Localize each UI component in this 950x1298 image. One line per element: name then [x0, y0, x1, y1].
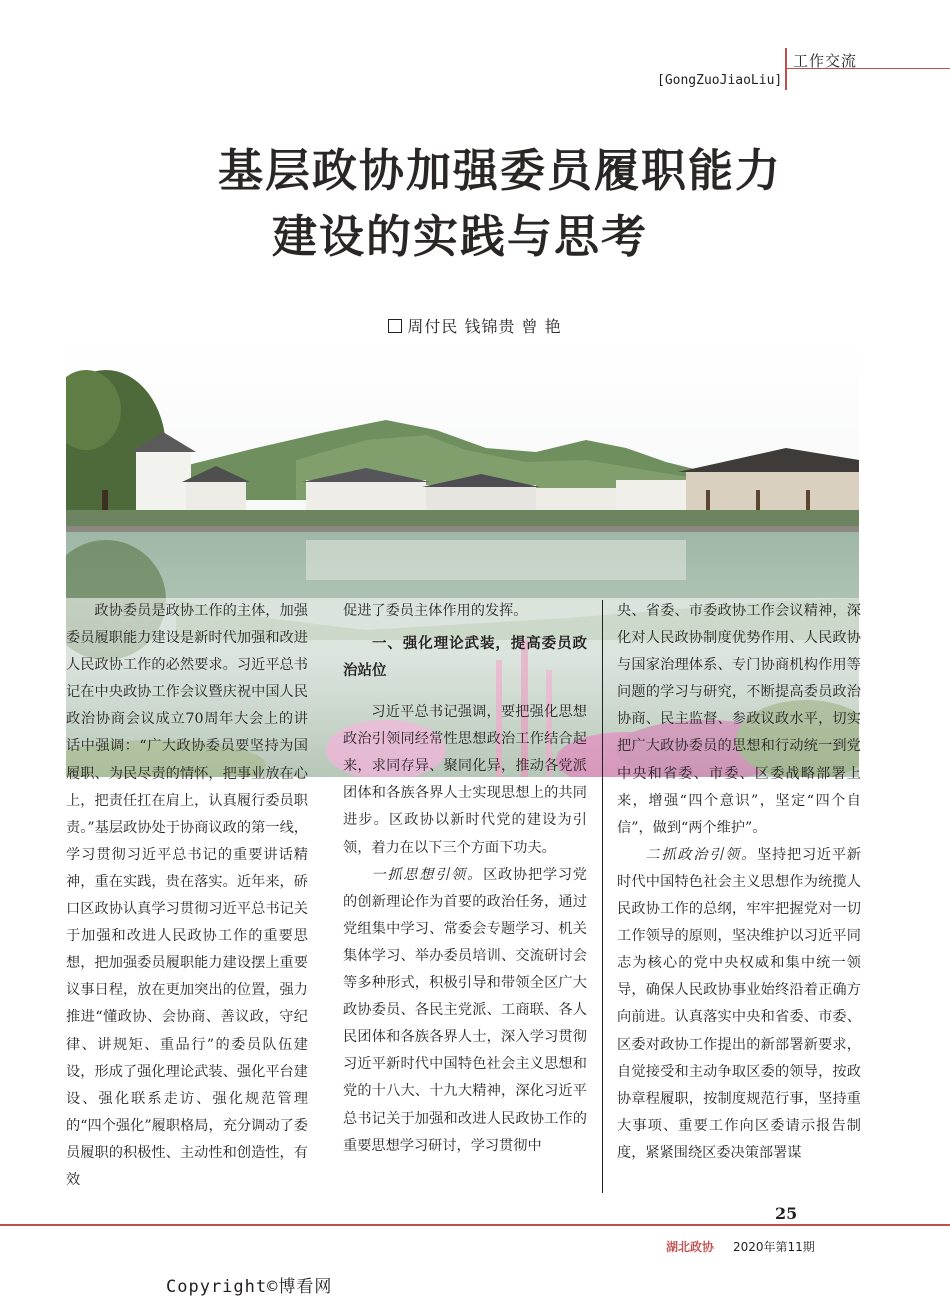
copyright-notice: Copyright©博看网 [166, 1277, 333, 1297]
page-number: 25 [775, 1204, 798, 1223]
publication-name: 湖北政协 [666, 1240, 715, 1254]
footer-rule [0, 1224, 950, 1226]
paragraph: 促进了委员主体作用的发挥。 [343, 603, 528, 619]
paragraph-lead: 一抓思想引领。 [371, 866, 484, 883]
column-divider [602, 600, 603, 1193]
text-column-2 [343, 598, 587, 1160]
article-title-line2: 建设的实践与思考 [271, 210, 648, 263]
section-pinyin: [GongZuoJiaoLiu] [657, 73, 783, 88]
text-column-3 [617, 598, 861, 1167]
paragraph: 习近平总书记强调，要把强化思想政治引领同经常性思想政治工作结合起来，求同存异、聚同化异，推动各党派团体和各族各界人士实现思想上的共同进步。区政协以新时代党的建设为引领，着力在以下三个方面下功夫。 [343, 704, 587, 856]
paragraph: 二抓政治引领。坚持把习近平新时代中国特色社会主义思想作为统揽人民政协工作的总纲，牢牢把握党对一切工作领导的原则，坚决维护以习近平同志为核心的党中央权威和集中统一领导，确保人民政协事业始终沿着正确方向前进。认真落实中央和省委、市委、区委对政协工作提出的新部署新要求，自觉接受和主动争取区委的领导，按政协章程履职，按制度规范行事，坚持重大事项、重要工作向区委请示报告制度，紧紧围绕区委决策部署谋 [617, 846, 861, 1161]
article-authors: 周付民 钱锦贵 曾 艳 [0, 314, 950, 337]
issue-label: 2020年第11期 [733, 1240, 815, 1254]
author-marker-icon [388, 319, 402, 333]
text-column-1 [66, 598, 308, 1194]
paragraph: 一抓思想引领。区政协把学习党的创新理论作为首要的政治任务，通过党组集中学习、常委会专题学习、机关集体学习、举办委员培训、交流研讨会等多种形式，积极引导和带领全区广大政协委员、各民主党派、工商联、各人民团体和各族各界人士，深入学习贯彻习近平新时代中国特色社会主义思想和党的十八大、十九大精神，深化习近平总书记关于加强和改进人民政协工作的重要思想学习研讨，学习贯彻中 [343, 866, 587, 1154]
paragraph-lead: 二抓政治引领。 [645, 846, 758, 863]
section-accent-bar [785, 48, 787, 90]
paragraph: 央、省委、市委政协工作会议精神，深化对人民政协制度优势作用、人民政协与国家治理体系、专门协商机构作用等问题的学习与研究，不断提高委员政治协商、民主监督、参政议政水平，切实把广大政协委员的思想和行动统一到党中央和省委、市委、区委战略部署上来，增强“四个意识”，坚定“四个自信”，做到“两个维护”。 [617, 603, 861, 836]
paragraph: 政协委员是政协工作的主体，加强委员履职能力建设是新时代加强和改进人民政协工作的必然要求。习近平总书记在中央政协工作会议暨庆祝中国人民政治协商会议成立70周年大会上的讲话中强调：“广大政协委员要坚持为国履职、为民尽责的情怀，把事业放在心上，把责任扛在肩上，认真履行委员职责。”基层政协处于协商议政的第一线，学习贯彻习近平总书记的重要讲话精神，重在实践，贵在落实。近年来，硚口区政协认真学习贯彻习近平总书记关于加强和改进人民政协工作的重要思想，把加强委员履职能力建设摆上重要议事日程，放在更加突出的位置，强力推进“懂政协、会协商、善议政，守纪律、讲规矩、重品行”的委员队伍建设，形成了强化理论武装、强化平台建设、强化联系走访、强化规范管理的“四个强化”履职格局，充分调动了委员履职的积极性、主动性和创造性，有效 [66, 603, 308, 1188]
article-title-line1: 基层政协加强委员履职能力 [217, 144, 782, 197]
section-heading: 一、强化理论武装，提高委员政治站位 [343, 636, 587, 680]
section-title: 工作交流 [793, 52, 858, 70]
